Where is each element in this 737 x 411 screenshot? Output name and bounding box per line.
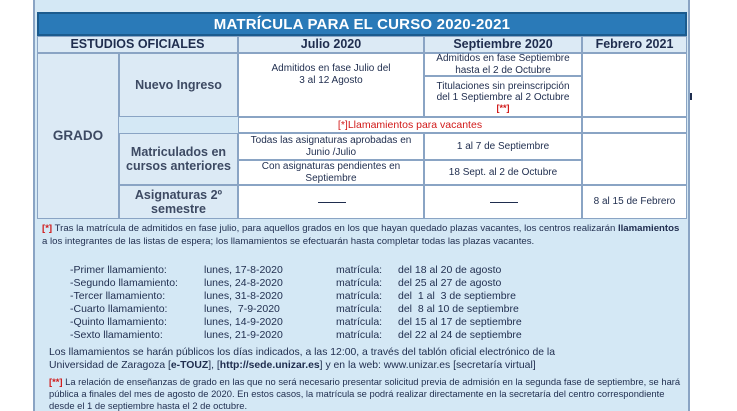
header-febrero: Febrero 2021 [582,36,687,53]
cell-febrero-vacantes [582,117,687,133]
cell-con-pendientes: Con asignaturas pendientes en Septiembre [238,160,424,185]
publication-line-1: Los llamamientos se harán públicos los días indicados, a las 12:00, a través del tablón oficial electrónico de la [49,347,555,358]
llamamiento-name: -Cuarto llamamiento: [70,303,168,315]
note-star-text-before: Tras la matrícula de admitidos en fase julio, para aquellos grados en los que hayan quedado plazas vacantes, los centros realizarán [52,223,618,234]
llamamiento-name: -Quinto llamamiento: [70,316,167,328]
llamamiento-periodo: del 22 al 24 de septiembre [398,329,522,341]
etouz-link[interactable]: e-TOUZ [170,360,209,372]
header-estudios: ESTUDIOS OFICIALES [37,36,238,53]
page-title: MATRÍCULA PARA EL CURSO 2020-2021 [37,12,687,36]
cell-admitidos-septiembre: Admitidos en fase Septiembre hasta el 2 de Octubre [424,53,582,76]
publication-line-2 [49,359,689,372]
llamamiento-periodo: del 8 al 10 de septiembre [398,303,519,315]
note-llamamientos [42,223,686,249]
llamamiento-matricula: matrícula: [336,329,383,341]
note-star-tag: [*] [42,223,53,234]
row-grado: GRADO [37,53,119,219]
llamamiento-periodo: del 25 al 27 de agosto [398,277,502,289]
note-double-tag: [**] [49,376,63,387]
row-asignaturas-segundo-semestre: Asignaturas 2º semestre [119,185,238,219]
llamamiento-matricula: matrícula: [336,303,383,315]
cell-febrero-8-15: 8 al 15 de Febrero [582,185,687,219]
row-nuevo-ingreso: Nuevo Ingreso [119,53,238,117]
cell-titulaciones-sin-preinscripcion [424,76,582,117]
llamamiento-periodo: del 1 al 3 de septiembre [398,290,516,302]
header-julio: Julio 2020 [238,36,424,53]
llamamiento-fecha: lunes, 21-9-2020 [204,329,283,341]
note-double-text: La relación de enseñanzas de grado en las que no será necesario presentar solicitud previa de admisión en la segunda fase de septiembre, se hará pública a finales del mes de agosto de 2020. En estos casos, la matrícula se podrá realizar directamente en la secretaría del centro correspondiente desde el 1 de septiembre hasta el 2 de octubre. [49,376,681,411]
llamamiento-fecha: lunes, 17-8-2020 [204,264,283,276]
cell-todas-aprobadas: Todas las asignaturas aprobadas en Junio /Julio [238,133,424,160]
llamamiento-matricula: matrícula: [336,264,383,276]
cell-febrero-matriculados [582,133,687,185]
llamamiento-matricula: matrícula: [336,277,383,289]
dash-julio [318,202,346,203]
llamamiento-fecha: lunes, 7-9-2020 [204,303,280,315]
publication-note [49,346,689,373]
titulaciones-text: Titulaciones sin preinscripción del 1 Septiembre al 2 Octubre [436,80,570,103]
llamamiento-matricula: matrícula: [336,290,383,302]
llamamiento-matricula: matrícula: [336,316,383,328]
sede-link[interactable]: http://sede.unizar.es [219,360,320,372]
cell-febrero-nuevo [582,53,687,117]
llamamiento-fecha: lunes, 31-8-2020 [204,290,283,302]
cell-admitidos-julio [238,53,424,117]
llamamiento-periodo: del 18 al 20 de agosto [398,264,502,276]
doble-asterisco-ref: [**] [496,102,510,113]
cell-llamamientos-vacantes: [*]Llamamientos para vacantes [238,117,582,133]
note-sin-preinscripcion [49,376,689,411]
llamamiento-periodo: del 15 al 17 de septiembre [398,316,522,328]
llamamiento-name: -Tercer llamamiento: [70,290,166,302]
llamamiento-name: -Primer llamamiento: [70,264,167,276]
publication-text-a: Universidad de Zaragoza [ [49,360,171,372]
publication-text-c: ], [ [208,360,220,372]
llamamiento-name: -Segundo llamamiento: [70,277,178,289]
llamamiento-name: -Sexto llamamiento: [70,329,163,341]
cell-18-sept-2-octubre: 18 Sept. al 2 de Octubre [424,160,582,185]
header-septiembre: Septiembre 2020 [424,36,582,53]
publication-text-e: ] y en la web: www.unizar.es [secretaría virtual] [319,360,536,372]
row-matriculados: Matriculados en cursos anteriores [119,133,238,185]
note-star-text-after: a los integrantes de las listas de espera; los llamamientos se efectuarán hasta completar todas las plazas vacantes. [42,235,535,247]
llamamiento-fecha: lunes, 24-8-2020 [204,277,283,289]
admitidos-julio-text: Admitidos en fase Julio del 3 al 12 Agosto [271,63,391,86]
dash-septiembre [490,202,518,203]
margin-mark [690,93,692,100]
cell-1-al-7-septiembre: 1 al 7 de Septiembre [424,133,582,160]
note-star-bold: llamamientos [617,223,680,234]
llamamiento-fecha: lunes, 14-9-2020 [204,316,283,328]
